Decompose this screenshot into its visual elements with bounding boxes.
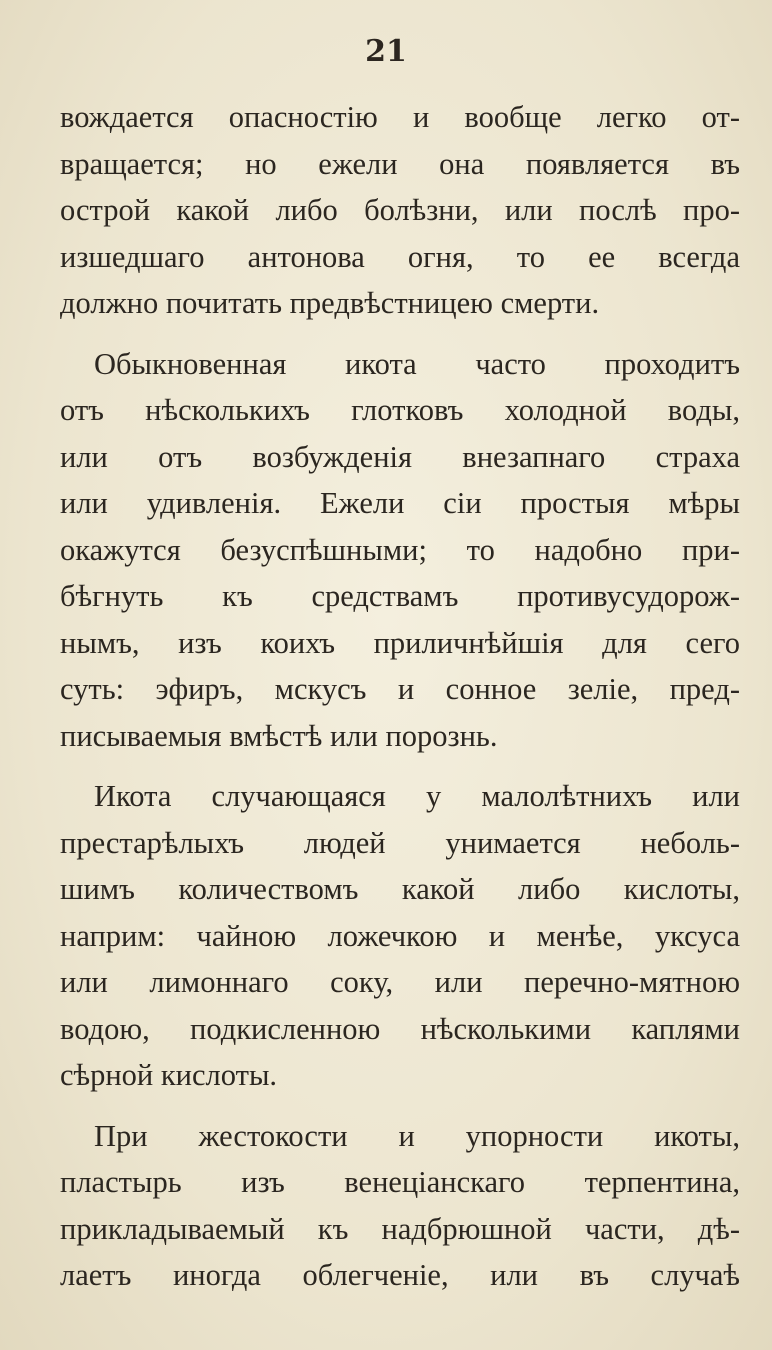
text-line: бѣгнуть къ средствамъ противусудорож- — [60, 579, 740, 613]
text-line: должно почитать предвѣстницею смерти. — [60, 286, 600, 320]
text-line: вождается опасностію и вообще легко от- — [60, 100, 740, 134]
text-line: острой какой либо болѣзни, или послѣ про- — [60, 193, 740, 227]
text-line: Икота случающаяся у малолѣтнихъ или — [94, 779, 740, 813]
text-line: или лимоннаго соку, или перечно-мятною — [60, 965, 740, 999]
text-line: Обыкновенная икота часто проходитъ — [94, 346, 740, 381]
text-line: писываемыя вмѣстѣ или порознь. — [60, 718, 498, 753]
text-line: пластырь изъ венеціанскаго терпентина, — [60, 1165, 740, 1199]
paragraph-1 — [60, 94, 740, 327]
text-line: прикладываемый къ надбрюшной части, дѣ- — [60, 1211, 740, 1246]
paragraph-2 — [60, 341, 740, 760]
text-line: наприм: чайною ложечкою и менѣе, уксуса — [60, 918, 740, 953]
text-line: шимъ количествомъ какой либо кислоты, — [60, 872, 740, 906]
paragraph-3 — [60, 773, 740, 1099]
text-line: или отъ возбужденія внезапнаго страха — [60, 439, 740, 474]
page-number: 21 — [365, 34, 407, 69]
text-line: изшедшаго антонова огня, то ее всегда — [60, 239, 740, 274]
text-line: престарѣлыхъ людей унимается неболь- — [60, 825, 740, 860]
text-line: лаетъ иногда облегченіе, или въ случаѣ — [60, 1258, 740, 1292]
text-line: При жестокости и упорности икоты, — [94, 1118, 740, 1153]
text-line: нымъ, изъ коихъ приличнѣйшія для сего — [60, 625, 740, 660]
text-line: сѣрной кислоты. — [60, 1058, 278, 1092]
text-line: суть: эфиръ, мскусъ и сонное зеліе, пред- — [60, 672, 740, 706]
text-line: отъ нѣсколькихъ глотковъ холодной воды, — [60, 393, 740, 427]
text-line: водою, подкисленною нѣсколькими каплями — [60, 1011, 740, 1046]
text-line: вращается; но ежели она появляется въ — [60, 146, 740, 181]
text-line: или удивленія. Ежели сіи простыя мѣры — [60, 486, 740, 520]
text-line: окажутся безуспѣшными; то надобно при- — [60, 532, 740, 567]
paragraph-4 — [60, 1113, 740, 1299]
page-body — [60, 94, 740, 1313]
